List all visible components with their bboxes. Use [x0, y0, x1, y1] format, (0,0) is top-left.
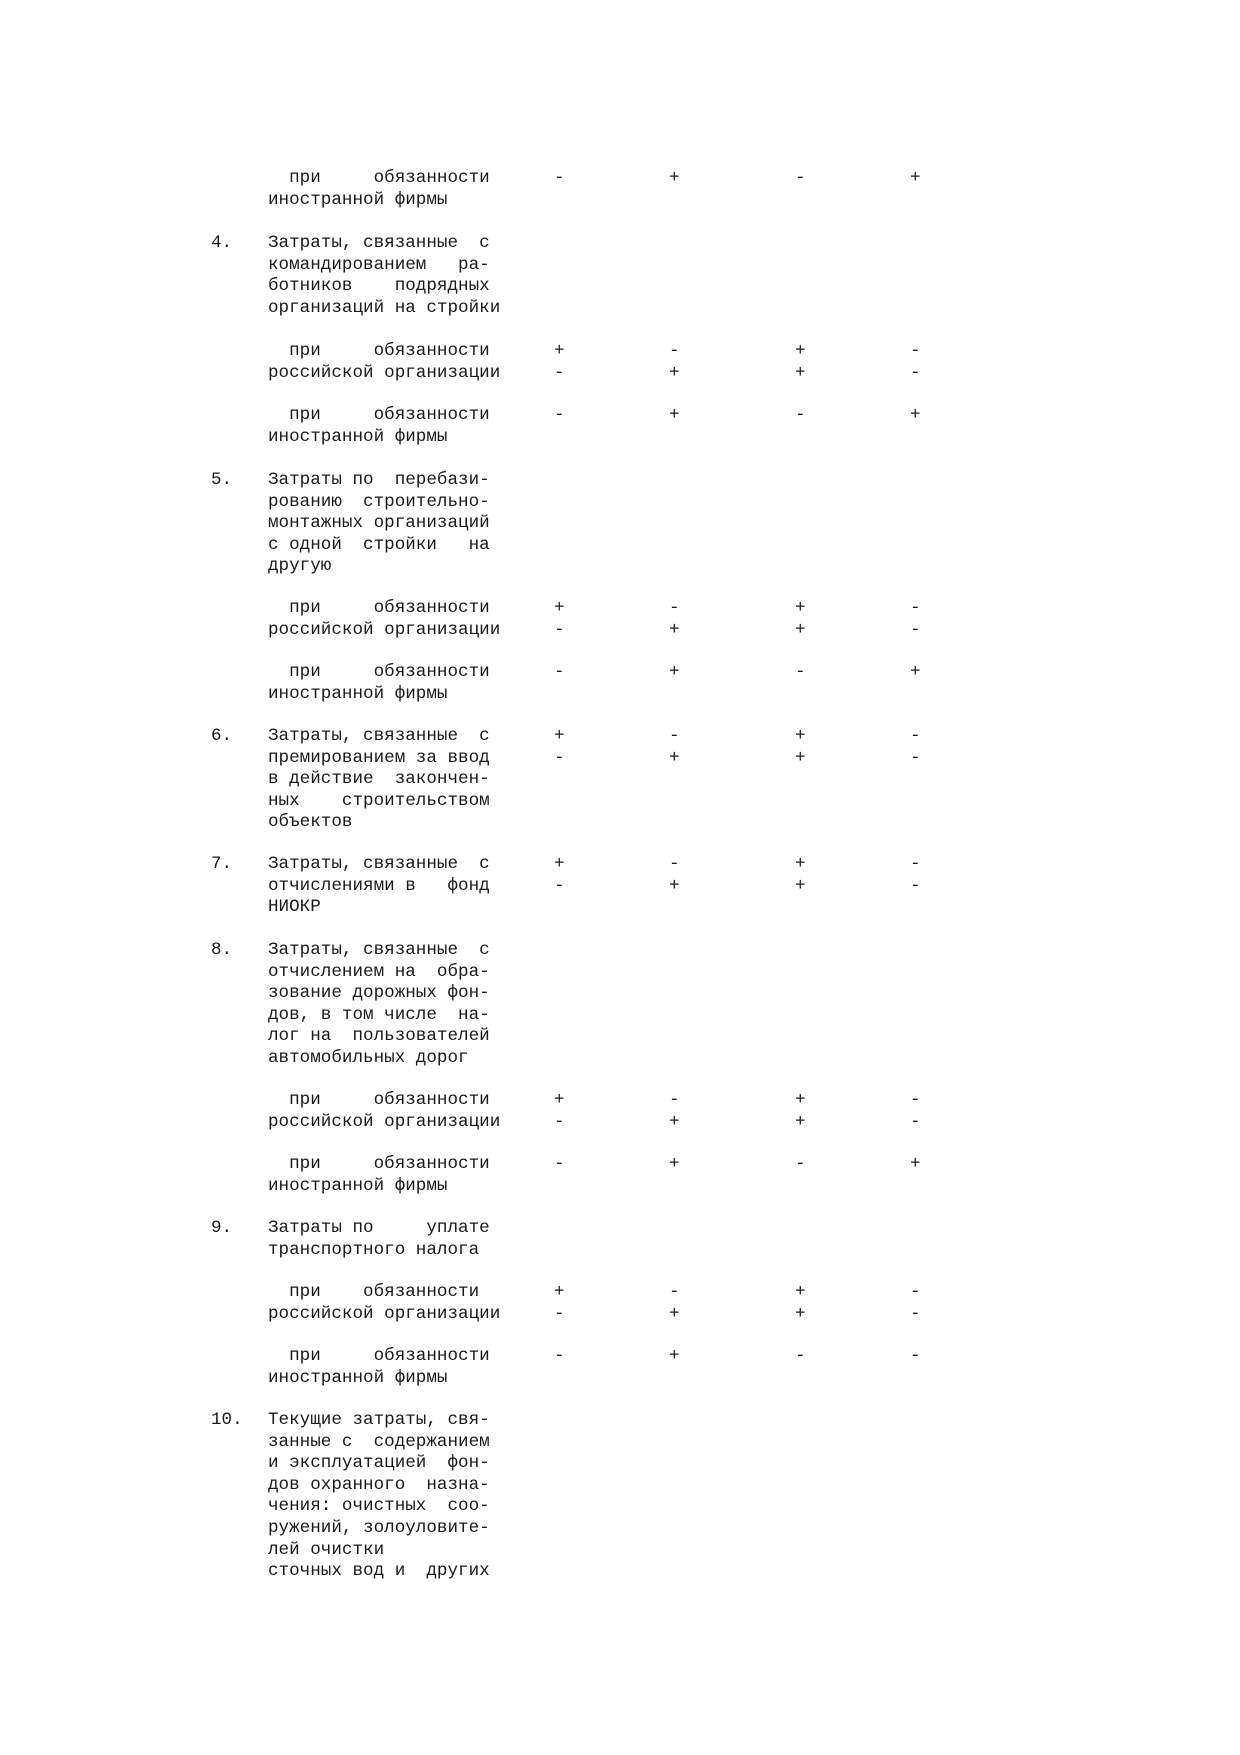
column-1-mark: - [554, 405, 565, 425]
column-3-mark: + + [795, 598, 806, 640]
column-4-mark: + [910, 1154, 921, 1174]
cost-description: Затраты, связанные с отчислениями в фонд НИОКР [268, 854, 490, 918]
column-4-mark: + [910, 405, 921, 425]
column-1-mark: + - [554, 598, 565, 640]
cost-description: при обязанности иностранной фирмы [268, 168, 490, 210]
column-2-mark: + [669, 168, 680, 188]
column-4-mark: - - [910, 341, 921, 383]
column-1-mark: - [554, 1346, 565, 1366]
column-4-mark: + [910, 662, 921, 682]
row-number: 8. [211, 940, 233, 960]
cost-description: Затраты, связанные с премированием за ввод в действие закончен- ных строительством объектов [268, 726, 490, 833]
cost-description: при обязанности иностранной фирмы [268, 405, 490, 447]
column-3-mark: + + [795, 1090, 806, 1132]
row-number: 5. [211, 470, 233, 490]
column-2-mark: + [669, 1346, 680, 1366]
row-number: 9. [211, 1218, 233, 1238]
column-2-mark: - + [669, 1282, 680, 1324]
row-number: 6. [211, 726, 233, 746]
cost-description: Затраты по перебази- рованию строительно- монтажных организаций с одной стройки на другую [268, 470, 490, 577]
cost-description: Затраты по уплате транспортного налога [268, 1218, 490, 1260]
column-1-mark: + - [554, 1090, 565, 1132]
row-number: 10. [211, 1410, 243, 1430]
column-4-mark: + [910, 168, 921, 188]
cost-description: при обязанности российской организации [268, 598, 501, 640]
cost-description: при обязанности российской организации [268, 341, 501, 383]
column-1-mark: + - [554, 854, 565, 896]
column-3-mark: - [795, 168, 806, 188]
column-3-mark: - [795, 662, 806, 682]
column-4-mark: - - [910, 598, 921, 640]
column-2-mark: + [669, 405, 680, 425]
column-4-mark: - - [910, 1090, 921, 1132]
cost-description: при обязанности иностранной фирмы [268, 662, 490, 704]
column-4-mark: - - [910, 726, 921, 768]
column-3-mark: + + [795, 1282, 806, 1324]
column-1-mark: + - [554, 726, 565, 768]
cost-description: Затраты, связанные с отчислением на обра- зование дорожных фон- дов, в том числе на- лог на пользователей автомобильных дорог [268, 940, 490, 1068]
column-4-mark: - [910, 1346, 921, 1366]
column-1-mark: + - [554, 1282, 565, 1324]
column-2-mark: - + [669, 598, 680, 640]
row-number: 4. [211, 233, 233, 253]
cost-description: при обязанности российской организации [268, 1282, 501, 1324]
column-2-mark: + [669, 1154, 680, 1174]
table-row [0, 1410, 1240, 1583]
column-3-mark: - [795, 405, 806, 425]
column-2-mark: - + [669, 854, 680, 896]
column-1-mark: + - [554, 341, 565, 383]
cost-description: при обязанности иностранной фирмы [268, 1346, 490, 1388]
column-1-mark: - [554, 1154, 565, 1174]
column-1-mark: - [554, 168, 565, 188]
column-2-mark: - + [669, 341, 680, 383]
column-2-mark: + [669, 662, 680, 682]
row-number: 7. [211, 854, 233, 874]
table-row [0, 940, 1240, 1113]
column-3-mark: + + [795, 726, 806, 768]
column-3-mark: + + [795, 341, 806, 383]
cost-description: Затраты, связанные с командированием ра- ботников подрядных организаций на стройки [268, 233, 501, 318]
column-4-mark: - - [910, 1282, 921, 1324]
column-3-mark: - [795, 1154, 806, 1174]
column-4-mark: - - [910, 854, 921, 896]
cost-description: при обязанности российской организации [268, 1090, 501, 1132]
column-1-mark: - [554, 662, 565, 682]
column-3-mark: - [795, 1346, 806, 1366]
column-3-mark: + + [795, 854, 806, 896]
column-2-mark: - + [669, 1090, 680, 1132]
cost-description: при обязанности иностранной фирмы [268, 1154, 490, 1196]
cost-description: Текущие затраты, свя- занные с содержанием и эксплуатацией фон- дов охранного назна- чения: очистных соо- ружений, золоуловите- лей очистки сточных вод и других [268, 1410, 490, 1582]
column-2-mark: - + [669, 726, 680, 768]
